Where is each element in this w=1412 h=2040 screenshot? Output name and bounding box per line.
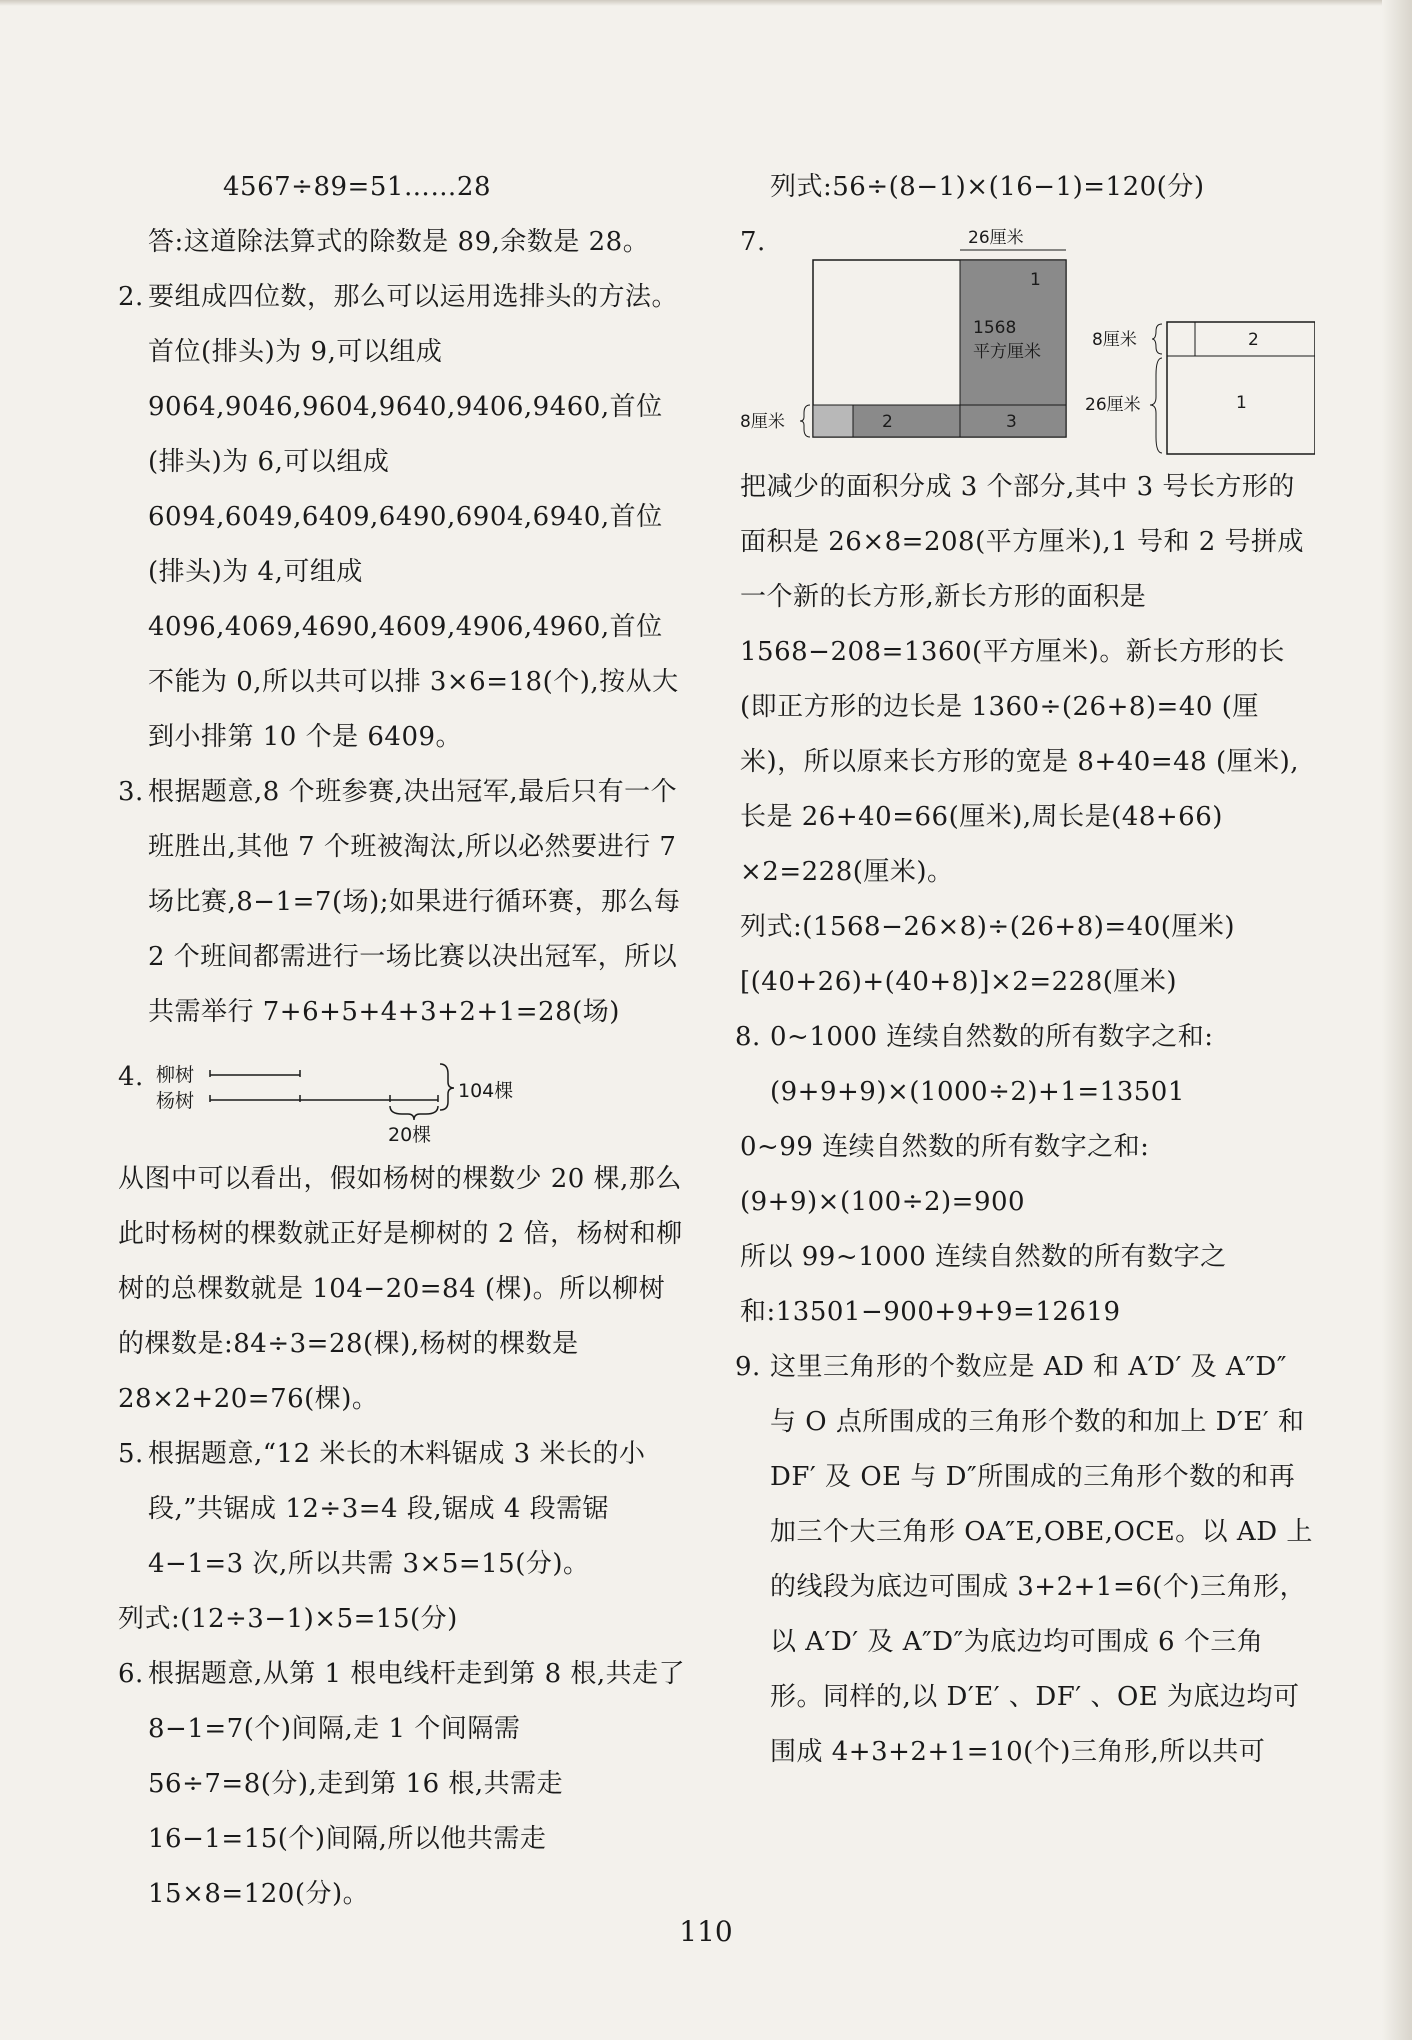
item-number: 9. [735,1352,761,1382]
difference-label: 20棵 [388,1124,432,1146]
poplar-label: 杨树 [156,1090,195,1112]
left-dimension: 8厘米 [740,412,785,432]
right-column [735,160,1315,1780]
tree-line-diagram [118,1050,688,1150]
item-number: 5. [118,1439,144,1469]
item-text: 根据题意,8 个班参赛,决出冠军,最后只有一个班胜出,其他 7 个班被淘汰,所以必然要进行 7 场比赛,8−1=7(场);如果进行循环赛，那么每 2 个班间都需进行一场比赛以决出冠军，所以共需举行 7+6+5+4+3+2+1=28(场) [148,777,681,1027]
item-number: 3. [118,777,144,807]
total-label: 104棵 [458,1080,514,1102]
item-text-a: 0~1000 连续自然数的所有数字之和:(9+9+9)×(1000÷2)+1=13501 [770,1022,1214,1107]
item-number: 7. [740,227,766,257]
area-label-number: 1568 [973,318,1017,338]
item-3 [118,765,688,1040]
item-number: 4. [118,1062,144,1092]
answer-line: 答:这道除法算式的除数是 89,余数是 28。 [148,227,650,257]
item-formula-1: 列式:(1568−26×8)÷(26+8)=40(厘米) [740,912,1236,942]
willow-label: 柳树 [156,1064,195,1086]
region-1-label: 1 [1030,270,1041,290]
region-3-label: 3 [1006,412,1017,432]
item-text-c: 所以 99~1000 连续自然数的所有数字之和:13501−900+9+9=12619 [740,1242,1227,1327]
item-9 [735,1340,1315,1780]
item-2 [118,270,688,765]
region-2-label: 2 [882,412,893,432]
item-formula: 列式:(12÷3−1)×5=15(分) [118,1604,458,1634]
item-text: 从图中可以看出，假如杨树的棵数少 20 棵,那么此时杨树的棵数就正好是柳树的 2 倍，杨树和柳树的总棵数就是 104−20=84 (棵)。所以柳树的棵数是:84÷3=28(棵),杨树的棵数是 28×2+20=76(棵)。 [118,1164,683,1414]
left-column [118,160,688,1922]
right-bottom-dimension: 26厘米 [1085,395,1141,415]
item-text: 根据题意,从第 1 根电线杆走到第 8 根,共走了 8−1=7(个)间隔,走 1 个间隔需 56÷7=8(分),走到第 16 根,共需走 16−1=15(个)间隔,所以他共需走 15×8=120(分)。 [148,1659,686,1909]
item-6 [118,1647,688,1922]
item-number: 2. [118,282,144,312]
item-text-b: 0~99 连续自然数的所有数字之和:(9+9)×(100÷2)=900 [740,1132,1150,1217]
new-region-1-label: 1 [1236,393,1247,413]
item-6-formula: 列式:56÷(8−1)×(16−1)=120(分) [770,172,1205,202]
area-diagram-svg [740,215,1315,460]
item-number: 8. [735,1022,761,1052]
item-text: 把减少的面积分成 3 个部分,其中 3 号长方形的面积是 26×8=208(平方厘米),1 号和 2 号拼成一个新的长方形,新长方形的面积是 1568−208=1360(平方厘米)。新长方形的长(即正方形的边长是 1360÷(26+8)=40 (厘米)，所以原来长方形的宽是 8+40=48 (厘米),长是 26+40=66(厘米),周长是(48+66) ×2=228(厘米)。 [740,472,1305,887]
segment-lines [118,1050,598,1150]
item-text: 要组成四位数，那么可以运用选排头的方法。首位(排头)为 9,可以组成 9064,9046,9604,9640,9406,9460,首位(排头)为 6,可以组成 6094,6049,6409,6490,6904,6940,首位(排头)为 4,可组成 4096,4069,4690,4609,4906,4960,首位不能为 0,所以共可以排 3×6=18(个),按从大到小排第 10 个是 6409。 [148,282,679,752]
item-5 [118,1427,688,1647]
item-8 [735,1010,1315,1340]
new-region-2-label: 2 [1248,330,1259,350]
page-right-edge [1382,0,1412,2040]
item-number: 6. [118,1659,144,1689]
item-4 [118,1050,688,1427]
diff-brace [390,1106,438,1120]
page-number: 110 [679,1915,733,1948]
page-top-edge [0,0,1412,6]
area-label-unit: 平方厘米 [973,342,1041,362]
item-formula-2: [(40+26)+(40+8)]×2=228(厘米) [740,967,1178,997]
right-top-dimension: 8厘米 [1092,330,1137,350]
item-text: 根据题意,“12 米长的木料锯成 3 米长的小段,”共锯成 12÷3=4 段,锯成 4 段需锯 4−1=3 次,所以共需 3×5=15(分)。 [148,1439,646,1579]
total-brace [440,1064,454,1110]
new-rectangle [1167,322,1315,454]
division-result: 4567÷89=51……28 [223,172,491,202]
item-text: 这里三角形的个数应是 AD 和 A′D′ 及 A″D″ 与 O 点所围成的三角形个数的和加上 D′E′ 和 DF′ 及 OE 与 D″所围成的三角形个数的和再加三个大三角形 OA″E,OBE,OCE。以 AD 上的线段为底边可围成 3+2+1=6(个)三角形，以 A′D′ 及 A″D″为底边均可围成 6 个三角形。同样的,以 D′E′ 、DF′ 、OE 为底边均可围成 4+3+2+1=10(个)三角形,所以共可 [770,1352,1313,1767]
area-diagram [740,215,1315,460]
item-7 [740,215,1315,1010]
top-dimension: 26厘米 [968,228,1024,248]
